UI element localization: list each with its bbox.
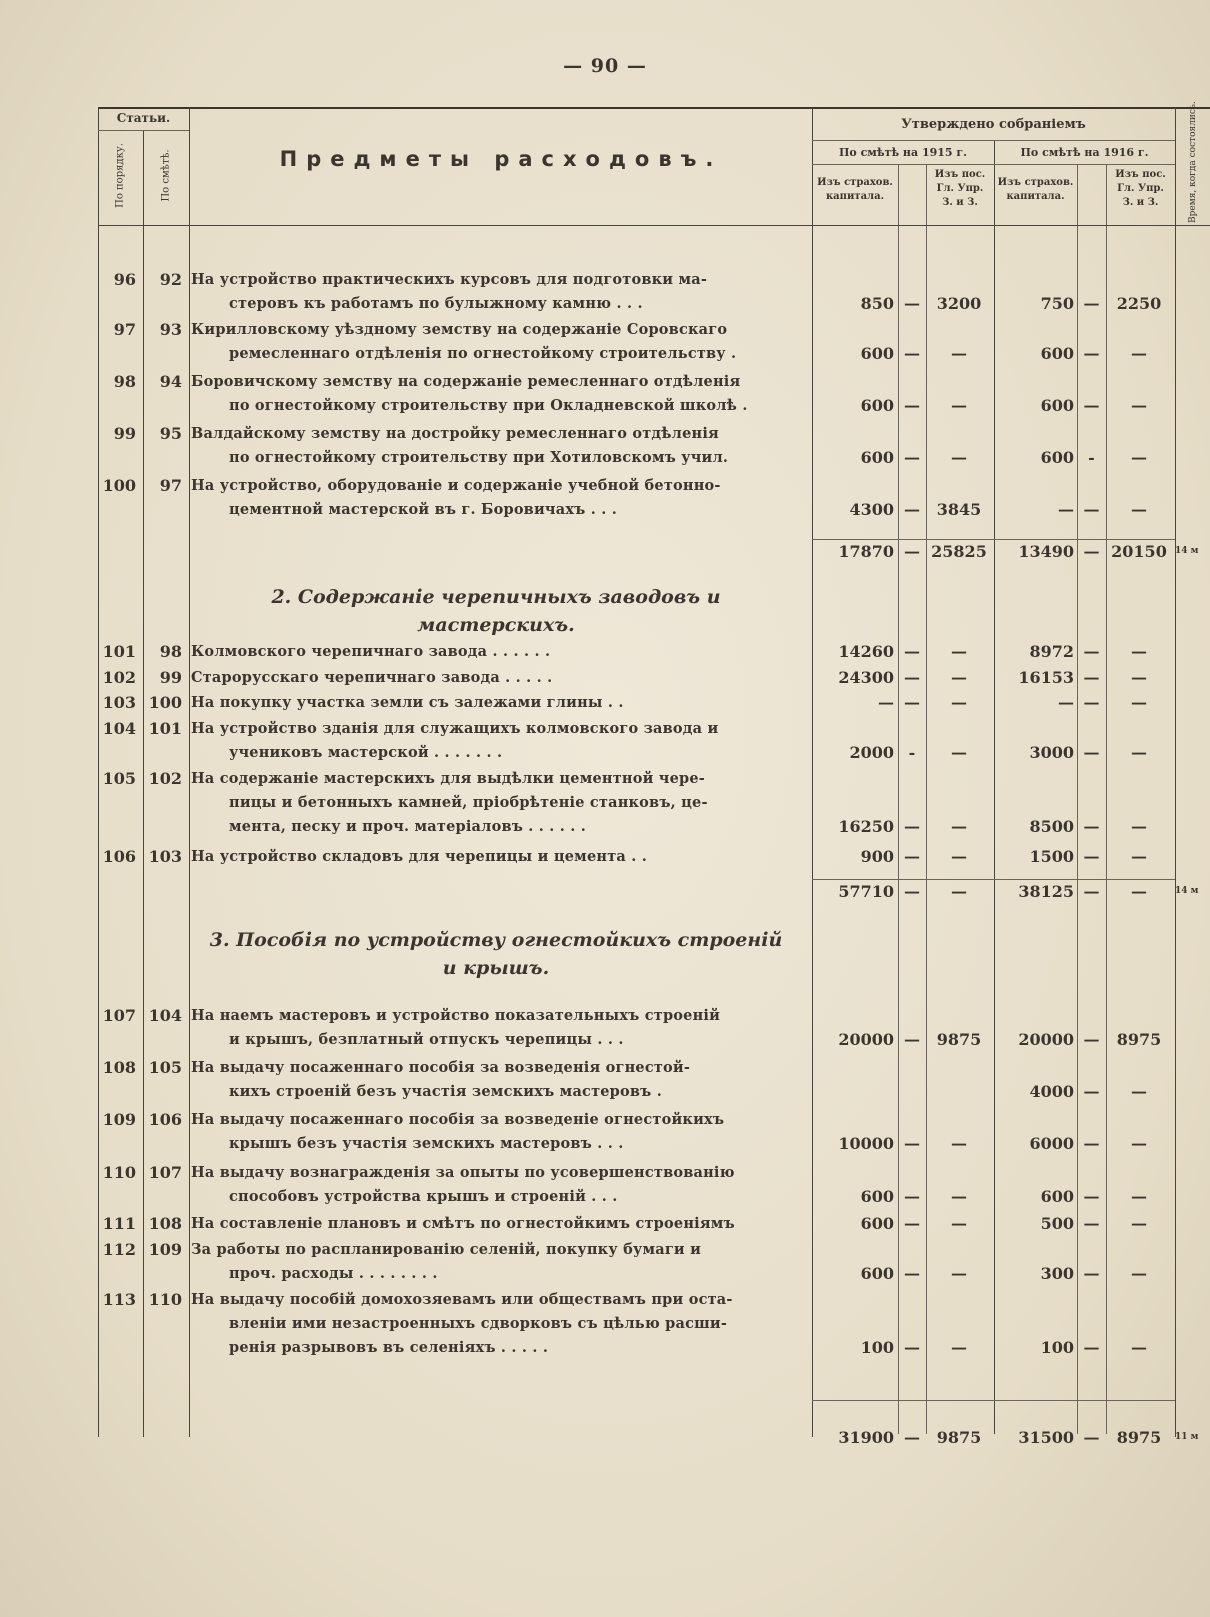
row-description-line: Колмовского черепичнаго завода . . . . . . (191, 643, 551, 660)
margin-note: 14 м (1175, 546, 1199, 556)
row-description-line: крышъ безъ участія земскихъ мастеровъ . . . (229, 1135, 624, 1152)
header-divider (812, 164, 1175, 165)
row-cell-d1: — (904, 500, 920, 519)
row-order-number: 96 (113, 270, 136, 289)
row-cell-v4: — (1131, 693, 1147, 712)
row-description-line: На устройство, оборудованіе и содержаніе учебной бетонно- (191, 477, 721, 494)
row-order-number: 112 (102, 1240, 136, 1259)
row-cell-d3: — (1083, 743, 1100, 762)
row-description-line: На выдачу вознагражденія за опыты по усовершенствованію (191, 1164, 735, 1181)
row-estimate-number: 92 (159, 270, 182, 289)
col-divider (1175, 107, 1176, 1437)
row-cell-v2: — (951, 847, 967, 866)
row-cell-v1: 600 (860, 448, 894, 467)
header-benefit-1916 (1106, 168, 1175, 210)
total-divider (812, 539, 1175, 540)
row-description (191, 1056, 801, 1104)
row-description-line: Валдайскому земству на достройку ремесленнаго отдѣленія (191, 425, 719, 442)
row-description (191, 422, 801, 470)
row-cell-v1: 14260 (838, 642, 894, 661)
row-cell-v3: 20000 (1018, 1030, 1074, 1049)
row-description-line: Старорусскаго черепичнаго завода . . . . . (191, 669, 553, 686)
row-description-line: кихъ строеній безъ участія земскихъ мастеровъ . (229, 1083, 662, 1100)
row-cell-d3: — (1083, 1187, 1100, 1206)
row-cell-v1: 850 (860, 294, 894, 313)
header-estimate-1916: По смѣтѣ на 1916 г. (1020, 146, 1149, 159)
row-cell-v2: — (951, 642, 967, 661)
row-description (191, 1161, 801, 1209)
margin-note: 11 м (1175, 1432, 1199, 1442)
total-cell-v2: — (951, 882, 967, 901)
row-cell-v4: — (1131, 847, 1147, 866)
row-description-line: На содержаніе мастерскихъ для выдѣлки цементной чере- (191, 770, 706, 787)
row-cell-d3: — (1083, 344, 1100, 363)
row-description (191, 268, 801, 316)
total-cell-v1: 17870 (838, 542, 894, 561)
row-cell-d1: — (904, 448, 920, 467)
header-benefit-line: З. и З. (942, 197, 978, 208)
row-order-number: 103 (102, 693, 136, 712)
section-2-title: 2. Содержаніе черепичныхъ заводовъ и мастерскихъ. (271, 586, 721, 636)
total-cell-v1: 31900 (838, 1428, 894, 1447)
row-order-number: 109 (102, 1110, 136, 1129)
row-description-line: Боровичскому земству на содержаніе ремесленнаго отдѣленія (191, 373, 741, 390)
header-articles: Статьи. (116, 111, 171, 125)
row-order-number: 100 (102, 476, 136, 495)
row-cell-d3: — (1083, 396, 1100, 415)
total-cell-v3: 31500 (1018, 1428, 1074, 1447)
row-estimate-number: 106 (148, 1110, 182, 1129)
row-description (191, 370, 801, 418)
row-cell-v2: 3200 (936, 294, 982, 313)
row-estimate-number: 98 (159, 642, 182, 661)
col-divider (994, 140, 995, 1434)
row-cell-v3: 600 (1040, 1187, 1074, 1206)
row-cell-v3: 6000 (1029, 1134, 1074, 1153)
row-description-line: На выдачу посаженнаго пособія за возведенія огнестой- (191, 1059, 691, 1076)
row-description-line: На составленіе плановъ и смѣтъ по огнестойкимъ строеніямъ (191, 1215, 735, 1232)
row-cell-v4: — (1131, 743, 1147, 762)
row-description-line: На устройство складовъ для черепицы и цемента . . (191, 848, 647, 865)
row-cell-v4: 2250 (1116, 294, 1162, 313)
header-divider (812, 140, 1175, 141)
row-description-line: по огнестойкому строительству при Хотиловскомъ учил. (229, 449, 729, 466)
row-cell-v4: — (1131, 1134, 1147, 1153)
row-description-line: Кирилловскому уѣздному земству на содержаніе Соровскаго (191, 321, 728, 338)
row-cell-v1: 10000 (838, 1134, 894, 1153)
row-description-line: ренія разрывовъ въ селеніяхъ . . . . . (229, 1339, 549, 1356)
row-order-number: 111 (102, 1214, 136, 1233)
row-description-line: учениковъ мастерской . . . . . . . (229, 744, 503, 761)
row-cell-v1: 16250 (838, 817, 894, 836)
row-estimate-number: 103 (148, 847, 182, 866)
row-cell-v3: 600 (1040, 396, 1074, 415)
row-cell-v1: 4300 (849, 500, 894, 519)
row-cell-d3: — (1083, 668, 1100, 687)
row-cell-v4: — (1131, 1214, 1147, 1233)
row-cell-d1: — (904, 1338, 920, 1357)
row-estimate-number: 110 (148, 1290, 182, 1309)
total-cell-d3: — (1083, 882, 1100, 901)
header-approved: Утверждено собраніемъ (901, 117, 1086, 132)
row-estimate-number: 100 (148, 693, 182, 712)
row-cell-d1: — (904, 1214, 920, 1233)
col-divider (189, 107, 190, 1437)
row-cell-v2: — (951, 1338, 967, 1357)
row-cell-v2: 3845 (936, 500, 982, 519)
row-estimate-number: 95 (159, 424, 182, 443)
row-estimate-number: 101 (148, 719, 182, 738)
header-divider (98, 130, 189, 131)
margin-note: 14 м (1175, 886, 1199, 896)
row-estimate-number: 108 (148, 1214, 182, 1233)
row-estimate-number: 102 (148, 769, 182, 788)
header-benefit-1915 (926, 168, 994, 210)
row-description-line: пицы и бетонныхъ камней, пріобрѣтеніе станковъ, це- (229, 794, 708, 811)
row-cell-v3: 3000 (1029, 743, 1074, 762)
header-benefit-line: З. и З. (1122, 197, 1159, 208)
row-description (191, 691, 801, 715)
row-cell-v1: 2000 (849, 743, 894, 762)
row-cell-v3: 750 (1040, 294, 1074, 313)
row-description-line: мента, песку и проч. матеріаловъ . . . . . . (229, 818, 587, 835)
row-description-line: проч. расходы . . . . . . . . (229, 1265, 438, 1282)
row-cell-d3: — (1083, 642, 1100, 661)
row-cell-d3: — (1083, 847, 1100, 866)
row-estimate-number: 107 (148, 1163, 182, 1182)
section-3-title-line: 3. Пособія по устройству огнестойкихъ строеній (209, 929, 783, 951)
row-description-line: На покупку участка земли съ залежами глины . . (191, 694, 624, 711)
row-cell-d1: — (904, 1187, 920, 1206)
row-cell-d1: — (904, 817, 920, 836)
total-cell-d1: — (904, 542, 920, 561)
row-cell-v2: — (951, 1134, 967, 1153)
total-cell-v4: — (1131, 882, 1147, 901)
row-cell-v3: 600 (1040, 448, 1074, 467)
header-insurance-1915 (812, 176, 898, 204)
row-estimate-number: 109 (148, 1240, 182, 1259)
row-description-line: стеровъ къ работамъ по булыжному камню . . . (229, 295, 643, 312)
row-cell-v1: 600 (860, 1264, 894, 1283)
header-benefit-line: Гл. Упр. (1117, 183, 1164, 194)
row-estimate-number: 105 (148, 1058, 182, 1077)
row-order-number: 97 (113, 320, 136, 339)
row-cell-d3: — (1083, 500, 1100, 519)
row-description (191, 640, 801, 664)
row-cell-v2: — (951, 344, 967, 363)
row-cell-d3: — (1083, 1134, 1100, 1153)
row-order-number: 106 (102, 847, 136, 866)
row-cell-v4: — (1131, 1187, 1147, 1206)
row-cell-v2: — (951, 693, 967, 712)
row-cell-d1: — (904, 344, 920, 363)
row-description (191, 845, 801, 869)
section-3-title (191, 926, 801, 982)
total-cell-v2: 9875 (936, 1428, 982, 1447)
row-cell-d3: — (1083, 817, 1100, 836)
section-3-title-line: и крышъ. (442, 957, 550, 979)
row-description-line: На выдачу посаженнаго пособія за возведеніе огнестойкихъ (191, 1111, 725, 1128)
row-order-number: 104 (102, 719, 136, 738)
row-cell-d1: — (904, 693, 920, 712)
header-benefit-line: Изъ пос. (934, 169, 986, 180)
row-cell-v4: — (1131, 448, 1147, 467)
header-benefit-line: Изъ пос. (1115, 169, 1166, 180)
row-cell-d1: — (904, 1134, 920, 1153)
row-cell-d3: — (1083, 1338, 1100, 1357)
row-description-line: На наемъ мастеровъ и устройство показательныхъ строеній (191, 1007, 721, 1024)
row-cell-v3: 600 (1040, 344, 1074, 363)
row-cell-v3: 8972 (1029, 642, 1074, 661)
row-cell-d1: — (904, 1264, 920, 1283)
total-cell-d1: — (904, 882, 920, 901)
total-cell-v4: 8975 (1116, 1428, 1162, 1447)
row-estimate-number: 97 (159, 476, 182, 495)
row-description-line: На устройство зданія для служащихъ колмовского завода и (191, 720, 719, 737)
row-description-line: вленіи ими незастроенныхъ сдворковъ съ цѣлью расши- (229, 1315, 728, 1332)
total-divider (812, 879, 1175, 880)
header-insurance-line: Изъ страхов. (817, 177, 893, 188)
row-cell-v3: — (1058, 693, 1074, 712)
row-cell-d1: - (908, 743, 916, 762)
total-cell-v3: 13490 (1018, 542, 1074, 561)
row-cell-v1: 600 (860, 396, 894, 415)
row-cell-v2: — (951, 396, 967, 415)
row-cell-v1: 600 (860, 1187, 894, 1206)
row-cell-v3: 4000 (1029, 1082, 1074, 1101)
row-cell-v1: 600 (860, 344, 894, 363)
row-description-line: и крышъ, безплатный отпускъ черепицы . . . (229, 1031, 624, 1048)
row-description (191, 1108, 801, 1156)
row-cell-v2: — (951, 448, 967, 467)
row-cell-v4: — (1131, 500, 1147, 519)
row-estimate-number: 93 (159, 320, 182, 339)
row-order-number: 107 (102, 1006, 136, 1025)
header-insurance-1916 (994, 176, 1077, 204)
row-cell-v1: — (878, 693, 894, 712)
row-cell-d1: — (904, 642, 920, 661)
row-cell-v3: 1500 (1029, 847, 1074, 866)
row-description (191, 1004, 801, 1052)
row-description (191, 717, 801, 765)
total-cell-v1: 57710 (838, 882, 894, 901)
row-cell-v3: 300 (1040, 1264, 1074, 1283)
row-description-line: способовъ устройства крышъ и строеній . . . (229, 1188, 618, 1205)
row-cell-v2: — (951, 1214, 967, 1233)
row-cell-d1: — (904, 294, 920, 313)
row-description (191, 1238, 801, 1286)
total-cell-v4: 20150 (1111, 542, 1167, 561)
row-cell-d3: - (1088, 448, 1095, 467)
header-by-estimate: По смѣтѣ. (160, 149, 172, 202)
row-cell-d1: — (904, 668, 920, 687)
header-insurance-line: капитала. (825, 191, 885, 202)
total-cell-d1: — (904, 1428, 920, 1447)
row-cell-v1: 900 (860, 847, 894, 866)
row-cell-v4: — (1131, 642, 1147, 661)
row-description-line: На устройство практическихъ курсовъ для подготовки ма- (191, 271, 708, 288)
row-description-line: по огнестойкому строительству при Окладневской школѣ . (229, 397, 748, 414)
row-order-number: 108 (102, 1058, 136, 1077)
row-cell-d3: — (1083, 1082, 1100, 1101)
row-estimate-number: 99 (159, 668, 182, 687)
row-cell-d3: — (1083, 1264, 1100, 1283)
row-cell-v4: — (1131, 344, 1147, 363)
row-cell-v1: 24300 (838, 668, 894, 687)
row-description (191, 474, 801, 522)
total-divider (812, 1400, 1175, 1401)
row-cell-v1: 20000 (838, 1030, 894, 1049)
row-order-number: 102 (102, 668, 136, 687)
row-order-number: 105 (102, 769, 136, 788)
row-cell-v3: 500 (1040, 1214, 1074, 1233)
total-cell-d3: — (1083, 542, 1100, 561)
total-cell-d3: — (1083, 1428, 1100, 1447)
row-cell-v3: 100 (1040, 1338, 1074, 1357)
row-cell-d1: — (904, 396, 920, 415)
row-description-line: цементной мастерской въ г. Боровичахъ . . . (229, 501, 617, 518)
row-estimate-number: 94 (159, 372, 182, 391)
row-description-line: ремесленнаго отдѣленія по огнестойкому строительству . (229, 345, 737, 362)
row-estimate-number: 104 (148, 1006, 182, 1025)
row-order-number: 113 (102, 1290, 136, 1309)
header-insurance-line: Изъ страхов. (997, 177, 1074, 188)
row-cell-d3: — (1083, 693, 1100, 712)
row-cell-d3: — (1083, 294, 1100, 313)
row-cell-v4: — (1131, 1082, 1147, 1101)
row-cell-v4: — (1131, 668, 1147, 687)
row-cell-v4: — (1131, 817, 1147, 836)
header-estimate-1915: По смѣтѣ на 1915 г. (839, 146, 967, 159)
row-description (191, 318, 801, 366)
row-cell-v2: — (951, 1187, 967, 1206)
row-cell-v2: — (951, 668, 967, 687)
row-description (191, 767, 801, 839)
row-description-line: За работы по распланированію селеній, покупку бумаги и (191, 1241, 702, 1258)
header-title: Предметы расходовъ. (279, 147, 723, 171)
row-cell-v2: — (951, 1264, 967, 1283)
row-cell-v4: — (1131, 1264, 1147, 1283)
row-cell-d1: — (904, 847, 920, 866)
row-cell-v1: 600 (860, 1214, 894, 1233)
row-cell-v1: 100 (860, 1338, 894, 1357)
row-cell-v4: 8975 (1116, 1030, 1162, 1049)
row-cell-v4: — (1131, 396, 1147, 415)
row-order-number: 110 (102, 1163, 136, 1182)
row-cell-d3: — (1083, 1030, 1100, 1049)
row-cell-v4: — (1131, 1338, 1147, 1357)
header-by-order: По порядку. (114, 143, 126, 208)
row-order-number: 98 (113, 372, 136, 391)
page-number: — 90 — (563, 55, 647, 77)
row-description (191, 1288, 801, 1360)
row-description (191, 1212, 801, 1236)
row-cell-v2: 9875 (936, 1030, 982, 1049)
total-cell-v2: 25825 (931, 542, 987, 561)
table-top-border (98, 107, 1210, 109)
row-description (191, 666, 801, 690)
row-cell-d3: — (1083, 1214, 1100, 1233)
header-bottom-border (98, 225, 1210, 226)
row-order-number: 99 (113, 424, 136, 443)
header-insurance-line: капитала. (1006, 191, 1065, 202)
row-cell-v3: — (1058, 500, 1074, 519)
header-benefit-line: Гл. Упр. (936, 183, 984, 194)
row-cell-d1: — (904, 1030, 920, 1049)
row-cell-v3: 16153 (1018, 668, 1074, 687)
row-cell-v3: 8500 (1029, 817, 1074, 836)
row-cell-v2: — (951, 743, 967, 762)
total-cell-v3: 38125 (1018, 882, 1074, 901)
row-order-number: 101 (102, 642, 136, 661)
header-time: Время, когда состоялись. (1188, 101, 1198, 223)
row-cell-v2: — (951, 817, 967, 836)
row-description-line: На выдачу пособій домохозяевамъ или обществамъ при оста- (191, 1291, 733, 1308)
